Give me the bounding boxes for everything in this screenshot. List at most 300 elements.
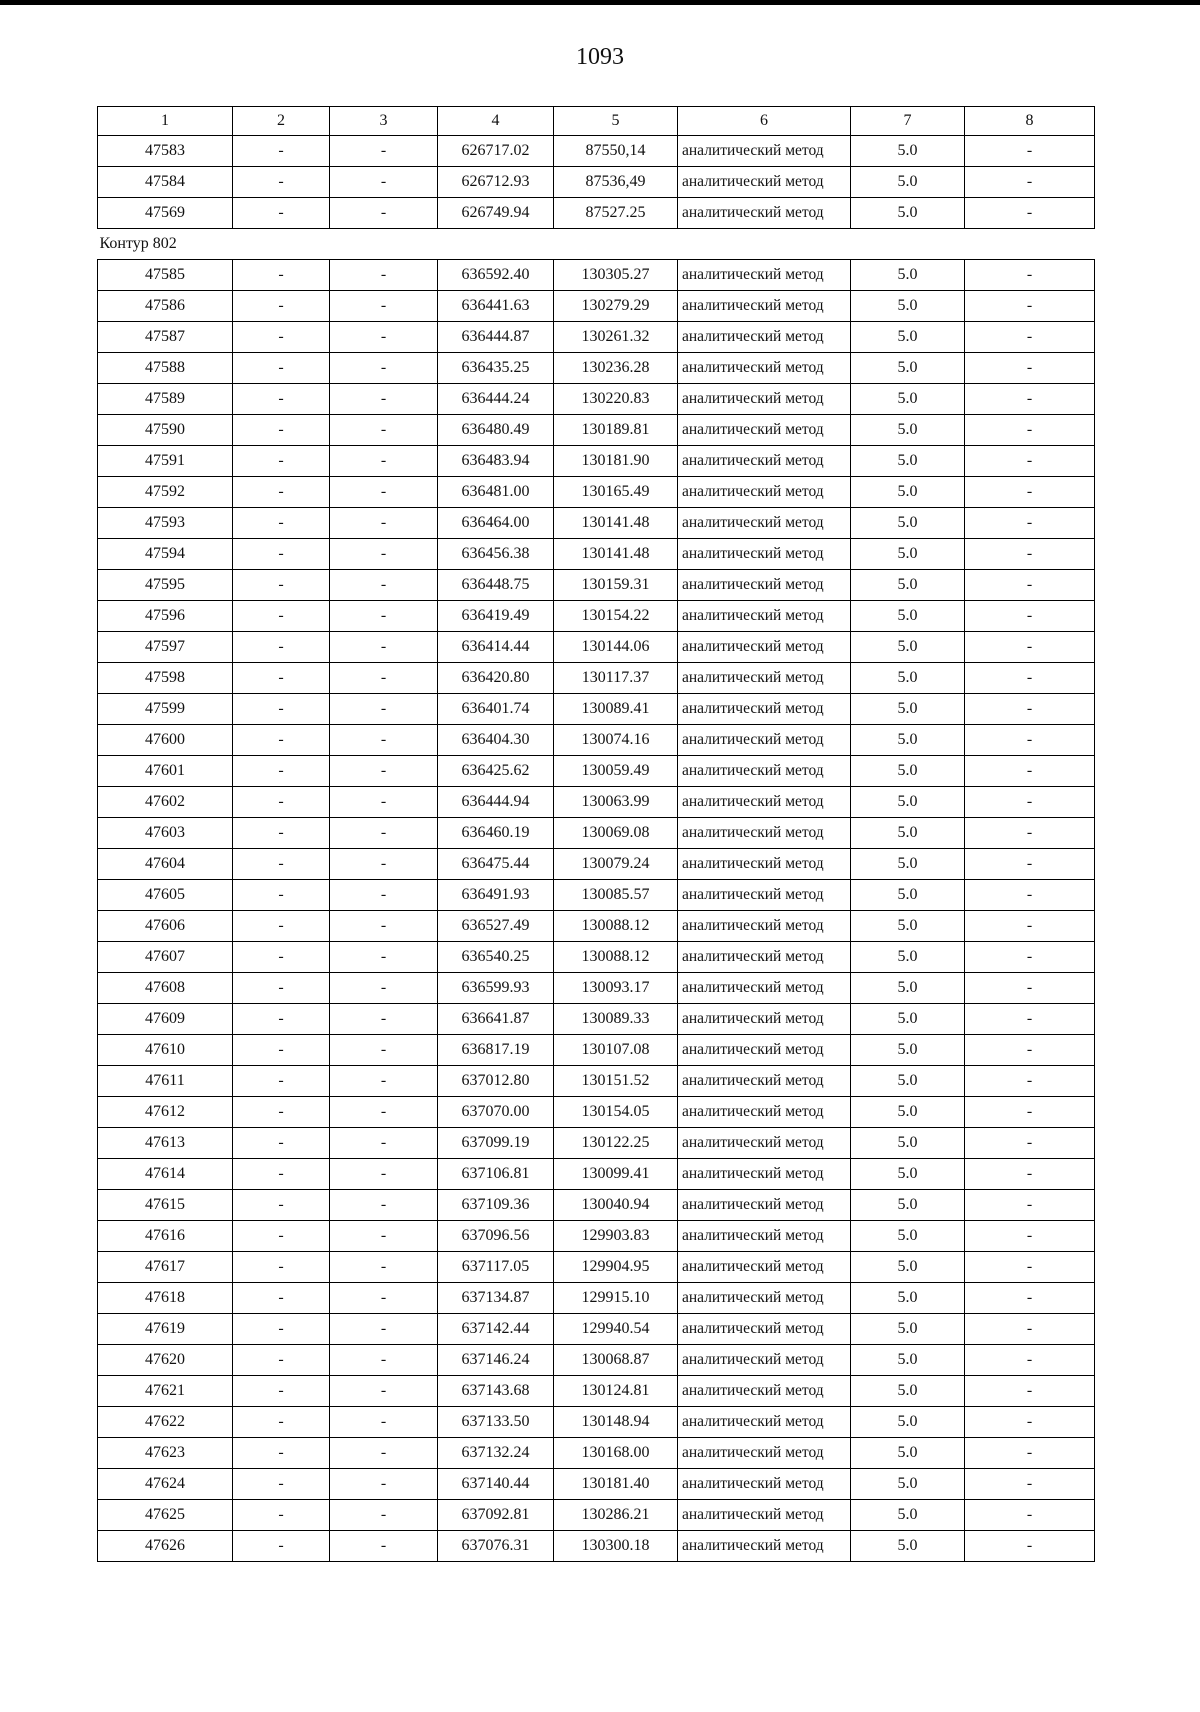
col-2-value: -: [233, 1438, 330, 1469]
col-3-value: -: [330, 1221, 438, 1252]
accuracy-value: 5.0: [851, 849, 965, 880]
col-2-value: -: [233, 756, 330, 787]
accuracy-value: 5.0: [851, 1004, 965, 1035]
col-3-value: -: [330, 756, 438, 787]
method-label: аналитический метод: [678, 353, 851, 384]
table-row: [98, 1531, 1095, 1562]
col-3-value: -: [330, 136, 438, 167]
accuracy-value: 5.0: [851, 1252, 965, 1283]
coordinate-x: 637109.36: [438, 1190, 554, 1221]
col-2-value: -: [233, 446, 330, 477]
col-2-value: -: [233, 787, 330, 818]
coordinate-y: 130189.81: [554, 415, 678, 446]
col-3-value: -: [330, 477, 438, 508]
col-8-value: -: [965, 973, 1095, 1004]
coordinate-y: 130069.08: [554, 818, 678, 849]
point-number: 47583: [98, 136, 233, 167]
accuracy-value: 5.0: [851, 539, 965, 570]
col-8-value: -: [965, 198, 1095, 229]
point-number: 47609: [98, 1004, 233, 1035]
coordinate-x: 637099.19: [438, 1128, 554, 1159]
coordinate-x: 637070.00: [438, 1097, 554, 1128]
method-label: аналитический метод: [678, 1221, 851, 1252]
col-2-value: -: [233, 570, 330, 601]
accuracy-value: 5.0: [851, 911, 965, 942]
method-label: аналитический метод: [678, 1407, 851, 1438]
method-label: аналитический метод: [678, 1283, 851, 1314]
accuracy-value: 5.0: [851, 1159, 965, 1190]
col-3-value: -: [330, 725, 438, 756]
col-8-value: -: [965, 384, 1095, 415]
coordinate-x: 636448.75: [438, 570, 554, 601]
coordinate-x: 636481.00: [438, 477, 554, 508]
col-8-value: -: [965, 849, 1095, 880]
col-2-value: -: [233, 198, 330, 229]
coordinate-y: 87550,14: [554, 136, 678, 167]
table-row: [98, 787, 1095, 818]
table-row: [98, 291, 1095, 322]
col-8-value: -: [965, 663, 1095, 694]
coordinate-x: 626712.93: [438, 167, 554, 198]
column-header: 6: [678, 107, 851, 136]
col-8-value: -: [965, 353, 1095, 384]
coordinate-y: 130279.29: [554, 291, 678, 322]
table-row: [98, 1190, 1095, 1221]
col-8-value: -: [965, 415, 1095, 446]
point-number: 47595: [98, 570, 233, 601]
coordinate-x: 636425.62: [438, 756, 554, 787]
method-label: аналитический метод: [678, 539, 851, 570]
coordinate-x: 636441.63: [438, 291, 554, 322]
table-row: [98, 601, 1095, 632]
coordinate-y: 130093.17: [554, 973, 678, 1004]
col-3-value: -: [330, 260, 438, 291]
coordinate-x: 636540.25: [438, 942, 554, 973]
table-row: [98, 663, 1095, 694]
coordinate-x: 636444.94: [438, 787, 554, 818]
point-number: 47617: [98, 1252, 233, 1283]
accuracy-value: 5.0: [851, 756, 965, 787]
coordinate-x: 637146.24: [438, 1345, 554, 1376]
table-row: [98, 1469, 1095, 1500]
col-3-value: -: [330, 880, 438, 911]
col-3-value: -: [330, 1159, 438, 1190]
col-3-value: -: [330, 787, 438, 818]
col-2-value: -: [233, 508, 330, 539]
col-2-value: -: [233, 384, 330, 415]
col-3-value: -: [330, 911, 438, 942]
coordinate-x: 636527.49: [438, 911, 554, 942]
col-3-value: -: [330, 1004, 438, 1035]
col-8-value: -: [965, 446, 1095, 477]
coordinate-y: 129940.54: [554, 1314, 678, 1345]
method-label: аналитический метод: [678, 291, 851, 322]
col-3-value: -: [330, 322, 438, 353]
coordinate-y: 130141.48: [554, 539, 678, 570]
accuracy-value: 5.0: [851, 973, 965, 1004]
col-2-value: -: [233, 973, 330, 1004]
col-3-value: -: [330, 1469, 438, 1500]
col-2-value: -: [233, 1128, 330, 1159]
table-row: [98, 384, 1095, 415]
point-number: 47569: [98, 198, 233, 229]
col-8-value: -: [965, 136, 1095, 167]
point-number: 47607: [98, 942, 233, 973]
table-row: [98, 1221, 1095, 1252]
column-header: 3: [330, 107, 438, 136]
col-2-value: -: [233, 1097, 330, 1128]
coordinate-x: 636817.19: [438, 1035, 554, 1066]
col-3-value: -: [330, 1283, 438, 1314]
table-row: [98, 415, 1095, 446]
col-3-value: -: [330, 1345, 438, 1376]
coordinate-x: 626717.02: [438, 136, 554, 167]
method-label: аналитический метод: [678, 1097, 851, 1128]
col-8-value: -: [965, 291, 1095, 322]
col-3-value: -: [330, 198, 438, 229]
coordinate-y: 130154.22: [554, 601, 678, 632]
table-row: [98, 849, 1095, 880]
col-2-value: -: [233, 663, 330, 694]
col-3-value: -: [330, 1314, 438, 1345]
accuracy-value: 5.0: [851, 384, 965, 415]
coordinate-y: 130168.00: [554, 1438, 678, 1469]
table-row: [98, 1004, 1095, 1035]
table-row: [98, 539, 1095, 570]
point-number: 47623: [98, 1438, 233, 1469]
coordinate-x: 637134.87: [438, 1283, 554, 1314]
coordinate-x: 637142.44: [438, 1314, 554, 1345]
col-8-value: -: [965, 1345, 1095, 1376]
col-8-value: -: [965, 1035, 1095, 1066]
point-number: 47605: [98, 880, 233, 911]
col-2-value: -: [233, 1376, 330, 1407]
col-3-value: -: [330, 849, 438, 880]
col-3-value: -: [330, 1252, 438, 1283]
col-2-value: -: [233, 694, 330, 725]
point-number: 47612: [98, 1097, 233, 1128]
table-row: [98, 1314, 1095, 1345]
table-row: [98, 508, 1095, 539]
col-2-value: -: [233, 260, 330, 291]
coordinate-x: 637106.81: [438, 1159, 554, 1190]
point-number: 47588: [98, 353, 233, 384]
method-label: аналитический метод: [678, 1159, 851, 1190]
col-8-value: -: [965, 1407, 1095, 1438]
col-2-value: -: [233, 942, 330, 973]
accuracy-value: 5.0: [851, 1190, 965, 1221]
col-8-value: -: [965, 477, 1095, 508]
coordinate-x: 636641.87: [438, 1004, 554, 1035]
coordinate-y: 130089.33: [554, 1004, 678, 1035]
col-2-value: -: [233, 353, 330, 384]
method-label: аналитический метод: [678, 415, 851, 446]
coordinate-y: 130074.16: [554, 725, 678, 756]
col-2-value: -: [233, 1407, 330, 1438]
table-row: [98, 880, 1095, 911]
coordinate-y: 130117.37: [554, 663, 678, 694]
table-row: [98, 322, 1095, 353]
col-2-value: -: [233, 167, 330, 198]
column-header: 2: [233, 107, 330, 136]
col-2-value: -: [233, 1252, 330, 1283]
col-2-value: -: [233, 1221, 330, 1252]
col-8-value: -: [965, 1469, 1095, 1500]
coordinate-x: 637117.05: [438, 1252, 554, 1283]
table-row: [98, 1097, 1095, 1128]
col-8-value: -: [965, 1531, 1095, 1562]
method-label: аналитический метод: [678, 260, 851, 291]
method-label: аналитический метод: [678, 756, 851, 787]
coordinate-x: 637092.81: [438, 1500, 554, 1531]
col-3-value: -: [330, 1066, 438, 1097]
col-2-value: -: [233, 136, 330, 167]
col-8-value: -: [965, 570, 1095, 601]
col-2-value: -: [233, 539, 330, 570]
coordinate-x: 637076.31: [438, 1531, 554, 1562]
coordinate-y: 130063.99: [554, 787, 678, 818]
col-8-value: -: [965, 1066, 1095, 1097]
accuracy-value: 5.0: [851, 136, 965, 167]
coordinate-y: 130236.28: [554, 353, 678, 384]
col-2-value: -: [233, 601, 330, 632]
accuracy-value: 5.0: [851, 787, 965, 818]
accuracy-value: 5.0: [851, 1097, 965, 1128]
col-2-value: -: [233, 1531, 330, 1562]
coordinate-y: 130181.40: [554, 1469, 678, 1500]
accuracy-value: 5.0: [851, 508, 965, 539]
col-3-value: -: [330, 1376, 438, 1407]
column-header: 7: [851, 107, 965, 136]
table-row: [98, 136, 1095, 167]
coordinate-x: 636401.74: [438, 694, 554, 725]
method-label: аналитический метод: [678, 1500, 851, 1531]
table-row: [98, 632, 1095, 663]
coordinate-y: 130151.52: [554, 1066, 678, 1097]
method-label: аналитический метод: [678, 973, 851, 1004]
col-3-value: -: [330, 1438, 438, 1469]
table-body: [98, 107, 1095, 1562]
col-3-value: -: [330, 291, 438, 322]
coordinate-x: 636491.93: [438, 880, 554, 911]
col-2-value: -: [233, 477, 330, 508]
table-row: [98, 756, 1095, 787]
point-number: 47585: [98, 260, 233, 291]
col-3-value: -: [330, 570, 438, 601]
table-row: [98, 1252, 1095, 1283]
col-8-value: -: [965, 167, 1095, 198]
coordinate-y: 130124.81: [554, 1376, 678, 1407]
coordinate-x: 637133.50: [438, 1407, 554, 1438]
method-label: аналитический метод: [678, 477, 851, 508]
accuracy-value: 5.0: [851, 570, 965, 601]
method-label: аналитический метод: [678, 508, 851, 539]
coordinate-y: 130079.24: [554, 849, 678, 880]
method-label: аналитический метод: [678, 849, 851, 880]
col-8-value: -: [965, 508, 1095, 539]
coordinate-y: 130144.06: [554, 632, 678, 663]
coordinates-table: [97, 106, 1095, 1562]
accuracy-value: 5.0: [851, 353, 965, 384]
method-label: аналитический метод: [678, 1376, 851, 1407]
col-8-value: -: [965, 756, 1095, 787]
point-number: 47613: [98, 1128, 233, 1159]
table-row: [98, 1407, 1095, 1438]
point-number: 47584: [98, 167, 233, 198]
point-number: 47626: [98, 1531, 233, 1562]
point-number: 47619: [98, 1314, 233, 1345]
point-number: 47611: [98, 1066, 233, 1097]
accuracy-value: 5.0: [851, 725, 965, 756]
accuracy-value: 5.0: [851, 694, 965, 725]
point-number: 47596: [98, 601, 233, 632]
accuracy-value: 5.0: [851, 663, 965, 694]
table-row: [98, 1066, 1095, 1097]
coordinate-x: 636592.40: [438, 260, 554, 291]
coordinate-x: 636464.00: [438, 508, 554, 539]
col-8-value: -: [965, 1159, 1095, 1190]
accuracy-value: 5.0: [851, 1500, 965, 1531]
coordinate-x: 636460.19: [438, 818, 554, 849]
col-3-value: -: [330, 1531, 438, 1562]
col-8-value: -: [965, 880, 1095, 911]
method-label: аналитический метод: [678, 384, 851, 415]
col-8-value: -: [965, 911, 1095, 942]
method-label: аналитический метод: [678, 942, 851, 973]
col-8-value: -: [965, 601, 1095, 632]
coordinate-y: 130107.08: [554, 1035, 678, 1066]
col-2-value: -: [233, 1345, 330, 1376]
col-3-value: -: [330, 1190, 438, 1221]
point-number: 47587: [98, 322, 233, 353]
table-row: [98, 694, 1095, 725]
col-2-value: -: [233, 1066, 330, 1097]
col-3-value: -: [330, 973, 438, 1004]
coordinate-x: 636404.30: [438, 725, 554, 756]
coordinate-y: 130148.94: [554, 1407, 678, 1438]
accuracy-value: 5.0: [851, 1469, 965, 1500]
method-label: аналитический метод: [678, 136, 851, 167]
accuracy-value: 5.0: [851, 1345, 965, 1376]
point-number: 47624: [98, 1469, 233, 1500]
col-2-value: -: [233, 291, 330, 322]
coordinate-x: 626749.94: [438, 198, 554, 229]
col-8-value: -: [965, 1128, 1095, 1159]
method-label: аналитический метод: [678, 570, 851, 601]
coordinate-x: 636419.49: [438, 601, 554, 632]
coordinate-x: 636483.94: [438, 446, 554, 477]
column-header: 8: [965, 107, 1095, 136]
section-title: Контур 802: [99, 235, 177, 252]
accuracy-value: 5.0: [851, 1035, 965, 1066]
col-2-value: -: [233, 849, 330, 880]
coordinate-x: 637096.56: [438, 1221, 554, 1252]
col-2-value: -: [233, 880, 330, 911]
col-2-value: -: [233, 911, 330, 942]
coordinate-y: 130286.21: [554, 1500, 678, 1531]
coordinate-y: 129904.95: [554, 1252, 678, 1283]
col-3-value: -: [330, 508, 438, 539]
table-row: [98, 973, 1095, 1004]
method-label: аналитический метод: [678, 1438, 851, 1469]
table-header-row: [98, 107, 1095, 136]
method-label: аналитический метод: [678, 1190, 851, 1221]
col-3-value: -: [330, 1097, 438, 1128]
accuracy-value: 5.0: [851, 291, 965, 322]
col-3-value: -: [330, 694, 438, 725]
accuracy-value: 5.0: [851, 632, 965, 663]
col-3-value: -: [330, 384, 438, 415]
col-8-value: -: [965, 818, 1095, 849]
top-border-line: [0, 0, 1200, 5]
coordinate-y: 130085.57: [554, 880, 678, 911]
col-3-value: -: [330, 1500, 438, 1531]
point-number: 47604: [98, 849, 233, 880]
point-number: 47621: [98, 1376, 233, 1407]
col-8-value: -: [965, 260, 1095, 291]
table-row: [98, 1500, 1095, 1531]
point-number: 47608: [98, 973, 233, 1004]
coordinate-x: 636444.87: [438, 322, 554, 353]
col-8-value: -: [965, 1097, 1095, 1128]
column-header: 4: [438, 107, 554, 136]
col-8-value: -: [965, 539, 1095, 570]
coordinate-y: 87536,49: [554, 167, 678, 198]
col-3-value: -: [330, 1407, 438, 1438]
point-number: 47615: [98, 1190, 233, 1221]
point-number: 47593: [98, 508, 233, 539]
table-row: [98, 1345, 1095, 1376]
coordinate-y: 130089.41: [554, 694, 678, 725]
col-8-value: -: [965, 787, 1095, 818]
accuracy-value: 5.0: [851, 1066, 965, 1097]
point-number: 47598: [98, 663, 233, 694]
method-label: аналитический метод: [678, 167, 851, 198]
col-2-value: -: [233, 818, 330, 849]
col-8-value: -: [965, 1376, 1095, 1407]
table-row: [98, 167, 1095, 198]
coordinate-y: 130099.41: [554, 1159, 678, 1190]
table-row: [98, 725, 1095, 756]
point-number: 47614: [98, 1159, 233, 1190]
table-row: [98, 1438, 1095, 1469]
col-3-value: -: [330, 1128, 438, 1159]
point-number: 47602: [98, 787, 233, 818]
coordinate-y: 130068.87: [554, 1345, 678, 1376]
method-label: аналитический метод: [678, 1469, 851, 1500]
col-8-value: -: [965, 1004, 1095, 1035]
method-label: аналитический метод: [678, 880, 851, 911]
col-3-value: -: [330, 942, 438, 973]
accuracy-value: 5.0: [851, 198, 965, 229]
method-label: аналитический метод: [678, 632, 851, 663]
accuracy-value: 5.0: [851, 1407, 965, 1438]
accuracy-value: 5.0: [851, 942, 965, 973]
point-number: 47592: [98, 477, 233, 508]
point-number: 47594: [98, 539, 233, 570]
method-label: аналитический метод: [678, 1345, 851, 1376]
col-2-value: -: [233, 1283, 330, 1314]
accuracy-value: 5.0: [851, 260, 965, 291]
point-number: 47616: [98, 1221, 233, 1252]
point-number: 47597: [98, 632, 233, 663]
col-8-value: -: [965, 725, 1095, 756]
accuracy-value: 5.0: [851, 415, 965, 446]
coordinate-x: 636475.44: [438, 849, 554, 880]
col-2-value: -: [233, 632, 330, 663]
col-8-value: -: [965, 1500, 1095, 1531]
method-label: аналитический метод: [678, 787, 851, 818]
